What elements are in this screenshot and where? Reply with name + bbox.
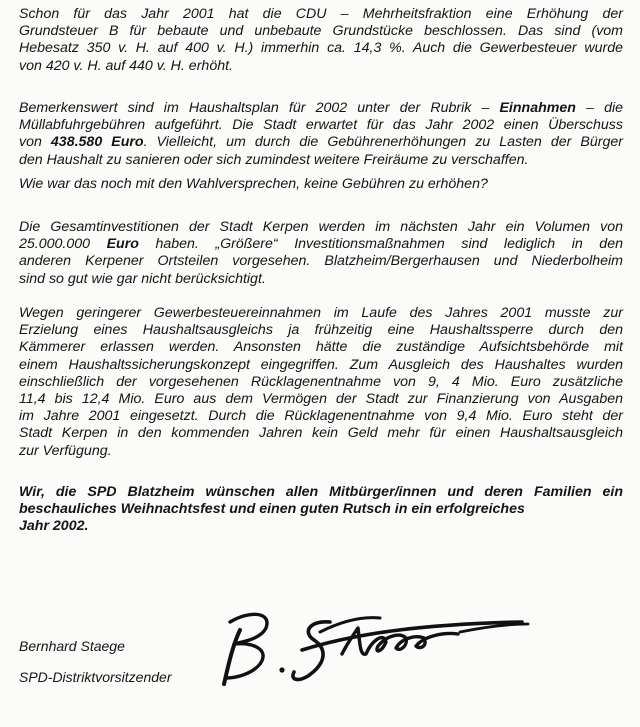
text-line: im Jahre 2001 eingesetzt. Durch die Rücklagenentnahme von 9,4 Mio. Euro steht der bbox=[19, 408, 623, 425]
text-line: Hebesatz 350 v. H. auf 400 v. H.) immerhin ca. 14,3 %. Auch die Gewerbesteuer wurde bbox=[19, 40, 623, 57]
text-line: Stadt Kerpen in den kommenden Jahren kein Geld mehr für einen Haushaltsausgleich bbox=[19, 425, 623, 442]
text-line: Kämmerer erlassen werden. Ansonsten hätte die zuständige Aufsichtsbehörde mit bbox=[19, 339, 623, 356]
paragraph-investments bbox=[19, 219, 623, 288]
text-line: von 420 v. H. auf 440 v. H. erhöht. bbox=[19, 57, 233, 74]
signatory-name: Bernhard Staege bbox=[19, 638, 125, 654]
bold-term: Einnahmen bbox=[499, 100, 576, 116]
handwritten-signature bbox=[210, 592, 585, 692]
paragraph-waste-fees bbox=[19, 100, 623, 169]
text-line: Wegen geringerer Gewerbesteuereinnahmen im Laufe des Jahres 2001 musste zur bbox=[19, 305, 623, 321]
text-line: zur Verfügung. bbox=[19, 442, 112, 459]
text-line: Grundsteuer B für bebaute und unbebaute Grundstücke beschlossen. Das sind (vom bbox=[19, 23, 623, 40]
bold-term: Euro bbox=[106, 236, 139, 253]
paragraph-budget bbox=[19, 305, 623, 460]
text-line: Schon für das Jahr 2001 hat die CDU – Mehrheitsfraktion eine Erhöhung der bbox=[19, 6, 623, 22]
text-line: Die Gesamtinvestitionen der Stadt Kerpen werden im nächsten Jahr ein Volumen von bbox=[19, 219, 623, 235]
text-line: 11,4 bis 12,4 Mio. Euro aus dem Vermögen der Stadt zur Finanzierung von Ausgaben bbox=[19, 391, 623, 408]
text-line: sind so gut wie gar nicht berücksichtigt. bbox=[19, 270, 266, 287]
bold-amount: 438.580 Euro bbox=[50, 134, 144, 151]
text-line: von 438.580 Euro. Vielleicht, um durch die Gebührenerhöhungen zu Lasten der Bürger bbox=[19, 134, 623, 151]
text-line: Wir, die SPD Blatzheim wünschen allen Mitbürger/innen und deren Familien ein bbox=[19, 484, 623, 500]
paragraph-question bbox=[19, 176, 623, 193]
text-line: beschauliches Weihnachtsfest und einen guten Rutsch in ein erfolgreiches bbox=[19, 501, 525, 518]
text-line: Wie war das noch mit den Wahlversprechen, keine Gebühren zu erhöhen? bbox=[19, 176, 488, 192]
paragraph-cdu-tax-increase bbox=[19, 6, 623, 75]
text-line: einem Haushaltssicherungskonzept eingegriffen. Zum Ausgleich des Haushaltes wurden bbox=[19, 356, 623, 373]
text-line: Bemerkenswert sind im Haushaltsplan für 2002 unter der Rubrik – Einnahmen – die bbox=[19, 100, 623, 116]
paragraph-holiday-greeting bbox=[19, 484, 623, 536]
text-line: anderen Kerpener Ortsteilen vorgesehen. Blatzheim/Bergerhausen und Niederbolheim bbox=[19, 253, 623, 270]
text-line: den Haushalt zu sanieren oder sich zumindest weitere Freiräume zu verschaffen. bbox=[19, 151, 529, 168]
text-line: einschließlich der vorgesehenen Rücklagenentnahme von 9, 4 Mio. Euro zusätzliche bbox=[19, 373, 623, 390]
text-line: Erzielung eines Haushaltsausgleichs ja frühzeitig eine Haushaltssperre durch den bbox=[19, 322, 623, 339]
text-line: Müllabfuhrgebühren aufgeführt. Die Stadt erwartet für das Jahr 2002 einen Überschuss bbox=[19, 117, 623, 134]
signatory-role: SPD-Distriktvorsitzender bbox=[19, 669, 172, 685]
text-line: 25.000.000 Euro haben. „Größere“ Investitionsmaßnahmen sind lediglich in den bbox=[19, 236, 623, 253]
text-line: Jahr 2002. bbox=[19, 518, 89, 535]
